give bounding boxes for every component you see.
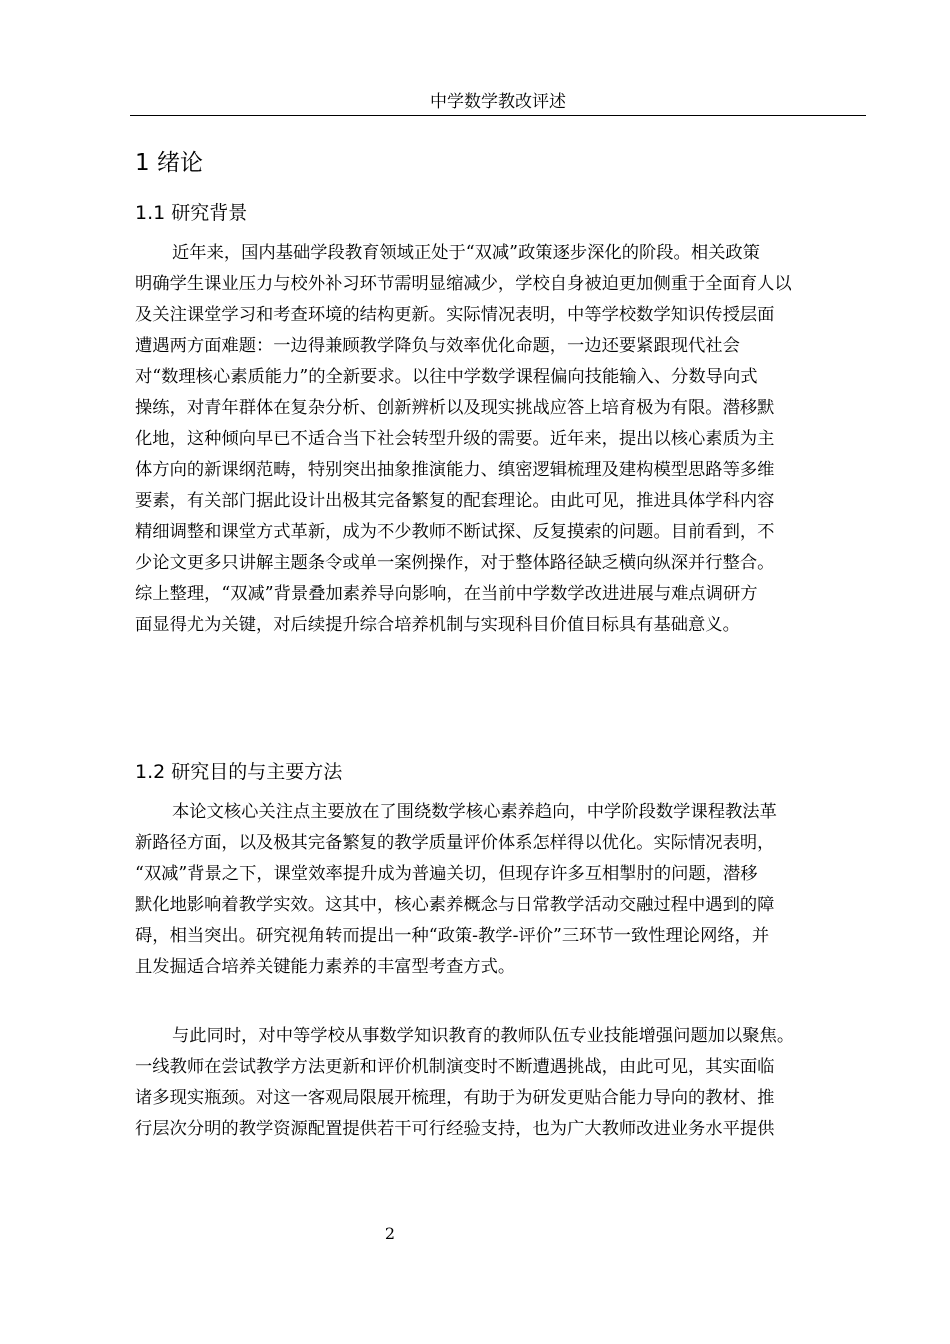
paragraph-research-background bbox=[135, 238, 865, 641]
paragraph-line: 综上整理，“双减”背景叠加素养导向影响，在当前中学数学改进进展与难点调研方 bbox=[135, 584, 758, 604]
paragraph-line: 化地，这种倾向早已不适合当下社会转型升级的需要。近年来，提出以核心素质为主 bbox=[135, 429, 775, 449]
paragraph-line: 碍，相当突出。研究视角转而提出一种“政策-教学-评价”三环节一致性理论网络，并 bbox=[135, 926, 770, 946]
paragraph-line: 少论文更多只讲解主题条令或单一案例操作，对于整体路径缺乏横向纵深并行整合。 bbox=[135, 553, 775, 573]
paragraph-line: 与此同时，对中等学校从事数学知识教育的教师队伍专业技能增强问题加以聚焦。 bbox=[172, 1026, 795, 1046]
paragraph-line: 本论文核心关注点主要放在了围绕数学核心素养趋向，中学阶段数学课程教法革 bbox=[172, 802, 777, 822]
paragraph-research-purpose bbox=[135, 797, 865, 983]
paragraph-line: 一线教师在尝试教学方法更新和评价机制演变时不断遭遇挑战，由此可见，其实面临 bbox=[135, 1057, 775, 1077]
paragraph-line: 诸多现实瓶颈。对这一客观局限展开梳理，有助于为研发更贴合能力导向的教材、推 bbox=[135, 1088, 775, 1108]
section-title-research-purpose-methods: 1.2 研究目的与主要方法 bbox=[135, 761, 343, 783]
paragraph-line: 操练，对青年群体在复杂分析、创新辨析以及现实挑战应答上培育极为有限。潜移默 bbox=[135, 398, 775, 418]
page-number: 2 bbox=[384, 1224, 396, 1243]
section-title-research-background: 1.1 研究背景 bbox=[135, 202, 248, 224]
paragraph-line: 新路径方面，以及极其完备繁复的教学质量评价体系怎样得以优化。实际情况表明， bbox=[135, 833, 775, 853]
paragraph-line: 且发掘适合培养关键能力素养的丰富型考查方式。 bbox=[135, 957, 516, 977]
paragraph-line: 面显得尤为关键，对后续提升综合培养机制与实现科目价值目标具有基础意义。 bbox=[135, 615, 740, 635]
header-rule bbox=[130, 115, 866, 116]
paragraph-line: 明确学生课业压力与校外补习环节需明显缩减少，学校自身被迫更加侧重于全面育人以 bbox=[135, 274, 792, 294]
paragraph-line: 行层次分明的教学资源配置提供若干可行经验支持，也为广大教师改进业务水平提供 bbox=[135, 1119, 775, 1139]
paragraph-line: 要素，有关部门据此设计出极其完备繁复的配套理论。由此可见，推进具体学科内容 bbox=[135, 491, 775, 511]
paragraph-line: 默化地影响着教学实效。这其中，核心素养概念与日常教学活动交融过程中遇到的障 bbox=[135, 895, 775, 915]
chapter-title: 1 绪论 bbox=[135, 150, 203, 176]
paragraph-line: “双减”背景之下，课堂效率提升成为普遍关切，但现存许多互相掣肘的问题，潜移 bbox=[135, 864, 758, 884]
paragraph-line: 及关注课堂学习和考查环境的结构更新。实际情况表明，中等学校数学知识传授层面 bbox=[135, 305, 775, 325]
paragraph-line: 体方向的新课纲范畴，特别突出抽象推演能力、缜密逻辑梳理及建构模型思路等多维 bbox=[135, 460, 775, 480]
paragraph-line: 遭遇两方面难题：一边得兼顾教学降负与效率优化命题，一边还要紧跟现代社会 bbox=[135, 336, 740, 356]
running-header: 中学数学教改评述 bbox=[430, 92, 566, 112]
paragraph-line: 对“数理核心素质能力”的全新要求。以往中学数学课程偏向技能输入、分数导向式 bbox=[135, 367, 758, 387]
paragraph-line: 精细调整和课堂方式革新，成为不少教师不断试探、反复摸索的问题。目前看到，不 bbox=[135, 522, 775, 542]
paragraph-teacher-development bbox=[135, 1021, 865, 1145]
paragraph-line: 近年来，国内基础学段教育领域正处于“双减”政策逐步深化的阶段。相关政策 bbox=[172, 243, 760, 263]
